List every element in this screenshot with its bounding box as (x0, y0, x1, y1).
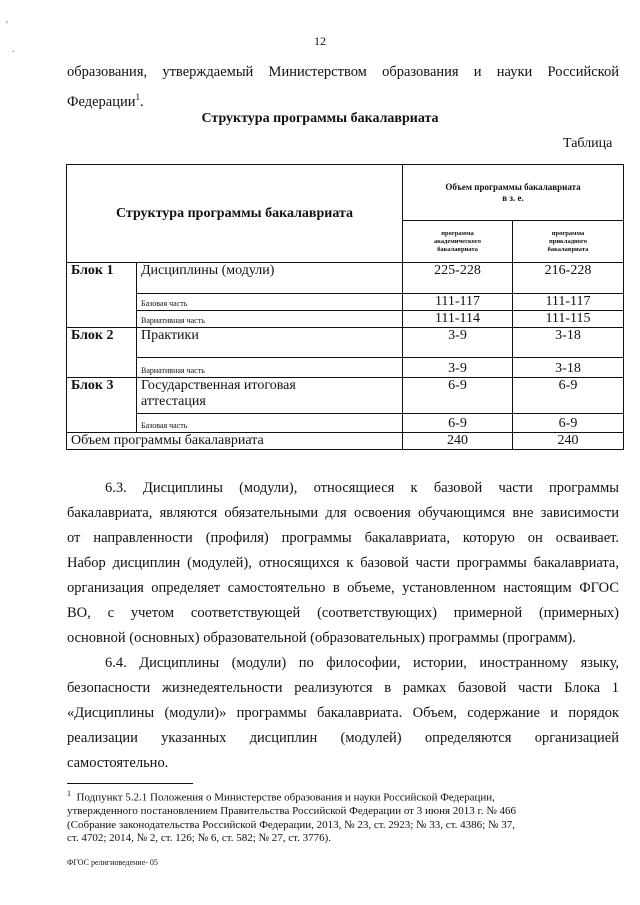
intro-line-2-end: . (139, 93, 144, 110)
row-applied: 6-9 (513, 414, 624, 433)
row-name: Вариативная часть (137, 311, 403, 328)
footnote-line-0 (67, 787, 619, 805)
intro-line-2 (67, 88, 144, 111)
para1-line-5: ВО, с учетом соответствующей (соответствующих) примерной (примерных) (67, 605, 619, 621)
row-academic: 6-9 (403, 414, 513, 433)
para1-line-4: организация определяет самостоятельно в объеме, установленном настоящим ФГОС (67, 580, 619, 596)
row-name: Практики (137, 328, 403, 358)
row-applied: 111-117 (513, 294, 624, 311)
total-label: Объем программы бакалавриата (67, 433, 403, 450)
footer-code: ФГОС религиоведение- 05 (67, 858, 158, 867)
block-label: Блок 3 (67, 378, 137, 433)
paragraph-6-4 (67, 654, 619, 779)
header-volume-line2: в з. е. (502, 192, 524, 203)
row-academic: 3-9 (403, 358, 513, 378)
row-name: Базовая часть (137, 414, 403, 433)
row-applied: 3-18 (513, 358, 624, 378)
header-volume-line1: Объем программы бакалавриата (445, 181, 581, 192)
footnote (67, 787, 619, 846)
para1-line-2: от направленности (профиля) программы бакалавриата, которую он осваивает. (67, 530, 619, 546)
header-applied-l2: прикладного (548, 237, 588, 245)
header-academic-l3: бакалавриата (437, 245, 478, 253)
paragraph-6-3 (67, 479, 619, 654)
total-applied: 240 (513, 433, 624, 450)
intro-line-2-text: Федерации (67, 93, 136, 110)
table-row (67, 414, 624, 433)
table-row (67, 311, 624, 328)
row-applied: 3-18 (513, 328, 624, 358)
table-row (67, 263, 624, 294)
page-number: 12 (314, 34, 326, 48)
intro-line-1: образования, утверждаемый Министерством образования и науки Российской (67, 64, 619, 80)
row-name: Дисциплины (модули) (137, 263, 403, 294)
footnote-ref[interactable]: 1 (135, 92, 140, 102)
para2-line-4: самостоятельно. (67, 755, 169, 771)
row-academic: 3-9 (403, 328, 513, 358)
footnote-line-3: ст. 4702; 2014, № 2, ст. 126; № 6, ст. 582; № 27, ст. 3776). (67, 832, 332, 845)
table-label: Таблица (563, 136, 613, 151)
row-name: Базовая часть (137, 294, 403, 311)
row-name (137, 378, 403, 414)
row-academic: 225-228 (403, 263, 513, 294)
para1-line-1: бакалавриата, являются обязательными для освоения обучающимся вне зависимости (67, 505, 619, 521)
para2-line-3: реализации указанных дисциплин (модулей) определяются организацией (67, 730, 619, 746)
table-row-total (67, 433, 624, 450)
table-header-structure: Структура программы бакалавриата (67, 165, 403, 263)
footnote-line-1: утвержденного постановлением Правительства Российской Федерации от 3 июня 2013 г. № 466 (67, 805, 517, 818)
table-header-volume (403, 165, 624, 221)
table-header-applied (513, 221, 624, 263)
table-row (67, 328, 624, 358)
header-academic-l1: программа (441, 229, 474, 237)
total-academic: 240 (403, 433, 513, 450)
para1-line-6: основной (основных) образовательной (образовательных) программы (программ). (67, 630, 576, 646)
table-row (67, 378, 624, 414)
para2-line-0: 6.4. Дисциплины (модули) по философии, истории, иностранному языку, (105, 655, 619, 671)
footnote-marker: 1 (67, 789, 71, 798)
program-structure-table (66, 164, 624, 450)
header-applied-l3: бакалавриата (547, 245, 589, 253)
section-title: Структура программы бакалавриата (201, 111, 439, 126)
row-name-line1: Государственная итоговая (141, 378, 296, 393)
table-header-academic (403, 221, 513, 263)
scan-speck: . (12, 44, 15, 55)
row-name-line2: аттестация (141, 394, 206, 409)
header-applied-l1: программа (551, 229, 585, 237)
row-academic: 111-117 (403, 294, 513, 311)
scan-speck: ' (6, 20, 8, 31)
table-row (67, 294, 624, 311)
row-applied: 216-228 (513, 263, 624, 294)
para2-line-1: безопасности жизнедеятельности реализуются в рамках базовой части Блока 1 (67, 680, 619, 696)
row-academic: 111-114 (403, 311, 513, 328)
footnote-text-0: Подпункт 5.2.1 Положения о Министерстве образования и науки Российской Федерации, (76, 791, 495, 804)
header-academic-l2: академического (434, 237, 481, 245)
para1-line-0: 6.3. Дисциплины (модули), относящиеся к базовой части программы (105, 480, 619, 496)
row-academic: 6-9 (403, 378, 513, 414)
para2-line-2: «Дисциплины (модули)» программы бакалавриата. Объем, содержание и порядок (67, 705, 619, 721)
footnote-divider (67, 783, 193, 784)
footnote-line-2: (Собрание законодательства Российской Федерации, 2013, № 23, ст. 2923; № 33, ст. 4386; № 37, (67, 818, 515, 831)
row-applied: 111-115 (513, 311, 624, 328)
para1-line-3: Набор дисциплин (модулей), относящихся к базовой части программы бакалавриата, (67, 555, 619, 571)
table-row (67, 358, 624, 378)
row-name: Вариативная часть (137, 358, 403, 378)
block-label: Блок 1 (67, 263, 137, 328)
block-label: Блок 2 (67, 328, 137, 378)
row-applied: 6-9 (513, 378, 624, 414)
